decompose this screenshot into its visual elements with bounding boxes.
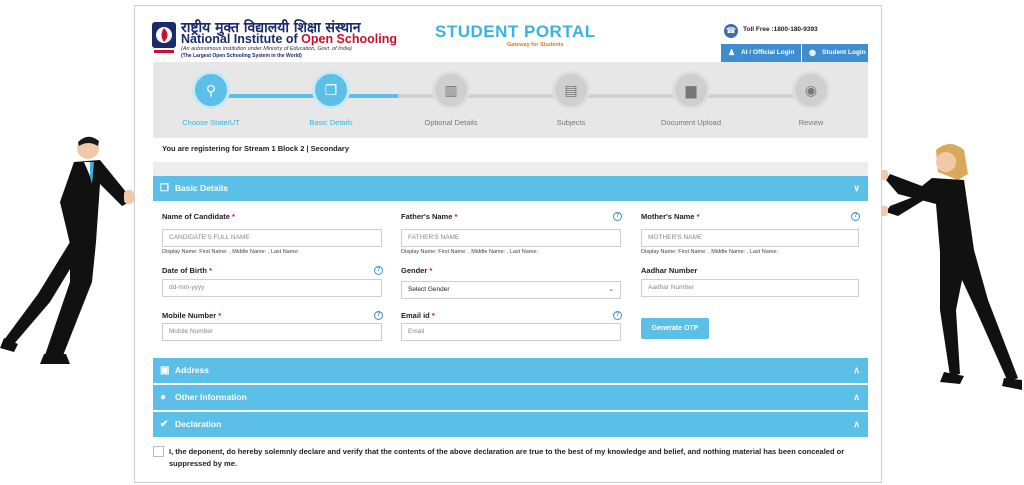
step-document-upload[interactable]: [672, 71, 710, 109]
help-icon[interactable]: ?: [374, 311, 383, 320]
step-optional-details[interactable]: [432, 71, 470, 109]
businesswoman-pushing-illustration: [878, 140, 1024, 402]
required-marker: *: [431, 311, 435, 320]
mother-name-hint: Display Name: First Name: , Middle Name: , Last Name:: [641, 249, 778, 255]
father-name-label: [401, 212, 457, 221]
required-marker: *: [209, 266, 213, 275]
address-card-icon: ▣: [160, 365, 170, 376]
step-subjects[interactable]: [552, 71, 590, 109]
basic-details-panel-header[interactable]: [153, 176, 868, 201]
basic-details-title: Basic Details: [175, 183, 228, 193]
chevron-down-icon: ∨: [853, 183, 860, 193]
registration-stream-note: You are registering for Stream 1 Block 2 | Secondary: [162, 144, 350, 153]
chevron-down-icon: ⌄: [608, 286, 614, 293]
step-label-optional-details: Optional Details: [424, 118, 478, 127]
user-icon: ♟: [728, 48, 736, 57]
help-icon[interactable]: ?: [613, 311, 622, 320]
info-icon: ●: [160, 392, 167, 403]
father-name-input[interactable]: FATHER'S NAME: [401, 229, 621, 247]
book-icon: ▥: [444, 82, 458, 98]
portal-header: [135, 6, 882, 66]
dob-label-text: Date of Birth: [162, 266, 207, 275]
aadhar-input[interactable]: Aadhar Number: [641, 279, 859, 297]
candidate-name-hint: Display Name: First Name: , Middle Name: , Last Name:: [162, 249, 299, 255]
page-tagline: Gateway for Students: [507, 42, 564, 48]
declaration-title: Declaration: [175, 419, 222, 429]
candidate-name-label-text: Name of Candidate: [162, 212, 230, 221]
page-title: STUDENT PORTAL: [435, 22, 596, 41]
required-marker: *: [696, 212, 700, 221]
tollfree-number: Toll Free :1800-180-9393: [743, 26, 818, 33]
required-marker: *: [454, 212, 458, 221]
chevron-up-icon: ∧: [853, 392, 860, 402]
dob-input[interactable]: dd-mm-yyyy: [162, 279, 382, 297]
address-title: Address: [175, 365, 210, 375]
location-pin-icon: ⚲: [205, 82, 217, 98]
student-login-label: Student Login: [822, 49, 866, 56]
mobile-label: [162, 311, 221, 320]
declaration-text: I, the deponent, do hereby solemnly declare and verify that the contents of the above declaration are true to the best of my knowledge and belief, and nothing material has been concealed or suppressed by me.: [169, 447, 845, 468]
father-name-label-text: Father's Name: [401, 212, 453, 221]
help-icon[interactable]: ?: [613, 212, 622, 221]
official-login-label: AI / Official Login: [741, 49, 795, 56]
mother-name-input[interactable]: MOTHER'S NAME: [641, 229, 859, 247]
other-information-title: Other Information: [175, 392, 247, 402]
address-panel-header[interactable]: [153, 358, 868, 383]
step-basic-details[interactable]: [312, 71, 350, 109]
other-information-panel-header[interactable]: [153, 385, 868, 410]
required-marker: *: [232, 212, 235, 221]
mobile-label-text: Mobile Number: [162, 311, 217, 320]
step-label-choose-state: Choose State/UT: [182, 118, 240, 127]
email-label: [401, 311, 435, 320]
official-login-button[interactable]: [721, 44, 801, 62]
businessman-pushing-illustration: [0, 132, 140, 372]
chevron-up-icon: ∧: [853, 365, 860, 375]
books-icon: ▤: [564, 82, 578, 98]
copy-icon: ❐: [324, 82, 338, 98]
logo-english-name: [181, 32, 397, 46]
declaration-checkbox[interactable]: [153, 446, 164, 457]
step-label-basic-details: Basic Details: [309, 118, 353, 127]
phone-icon: ☎: [724, 24, 738, 38]
document-icon: ▆: [685, 82, 697, 98]
logo-en-highlight: Open Schooling: [301, 32, 397, 46]
step-label-review: Review: [798, 118, 824, 127]
mother-name-label-text: Mother's Name: [641, 212, 695, 221]
required-marker: *: [429, 266, 433, 275]
step-review[interactable]: [792, 71, 830, 109]
student-portal-window: [134, 5, 882, 483]
generate-otp-button[interactable]: Generate OTP: [641, 318, 709, 339]
declaration-panel-header[interactable]: [153, 412, 868, 437]
section-divider: [153, 162, 868, 176]
candidate-name-label: [162, 212, 235, 221]
mother-name-label: [641, 212, 699, 221]
aadhar-label: Aadhar Number: [641, 266, 698, 275]
logo-tagline: (The Largest Open Schooling System in the World): [181, 53, 302, 59]
mobile-input[interactable]: Mobile Number: [162, 323, 382, 341]
candidate-name-input[interactable]: CANDIDATE'S FULL NAME: [162, 229, 382, 247]
copy-icon: ❐: [160, 183, 169, 194]
checkmark-icon: ✔: [160, 419, 169, 430]
help-icon[interactable]: ?: [374, 266, 383, 275]
logo-subtitle: (An autonomous institution under Ministry of Education, Govt. of India): [181, 46, 352, 52]
logo-en-prefix: National Institute of: [181, 32, 302, 46]
user-circle-icon: ◉: [809, 48, 816, 57]
father-name-hint: Display Name: First Name: , Middle Name: , Last Name:: [401, 249, 538, 255]
step-choose-state[interactable]: [192, 71, 230, 109]
required-marker: *: [218, 311, 222, 320]
logo-hindi-name: राष्ट्रीय मुक्त विद्यालयी शिक्षा संस्थान: [181, 20, 361, 36]
gender-label-text: Gender: [401, 266, 428, 275]
student-login-button[interactable]: [802, 44, 868, 62]
chevron-up-icon: ∧: [853, 419, 860, 429]
gender-select[interactable]: [401, 281, 621, 299]
gender-label: [401, 266, 432, 275]
email-input[interactable]: Email: [401, 323, 621, 341]
dob-label: [162, 266, 212, 275]
step-label-subjects: Subjects: [556, 118, 586, 127]
nios-logo-icon: [151, 20, 177, 54]
step-label-document-upload: Document Upload: [660, 118, 722, 127]
email-label-text: Email id: [401, 311, 430, 320]
help-icon[interactable]: ?: [851, 212, 860, 221]
gender-selected-value: Select Gender: [408, 286, 450, 293]
eye-icon: ◉: [804, 82, 818, 98]
